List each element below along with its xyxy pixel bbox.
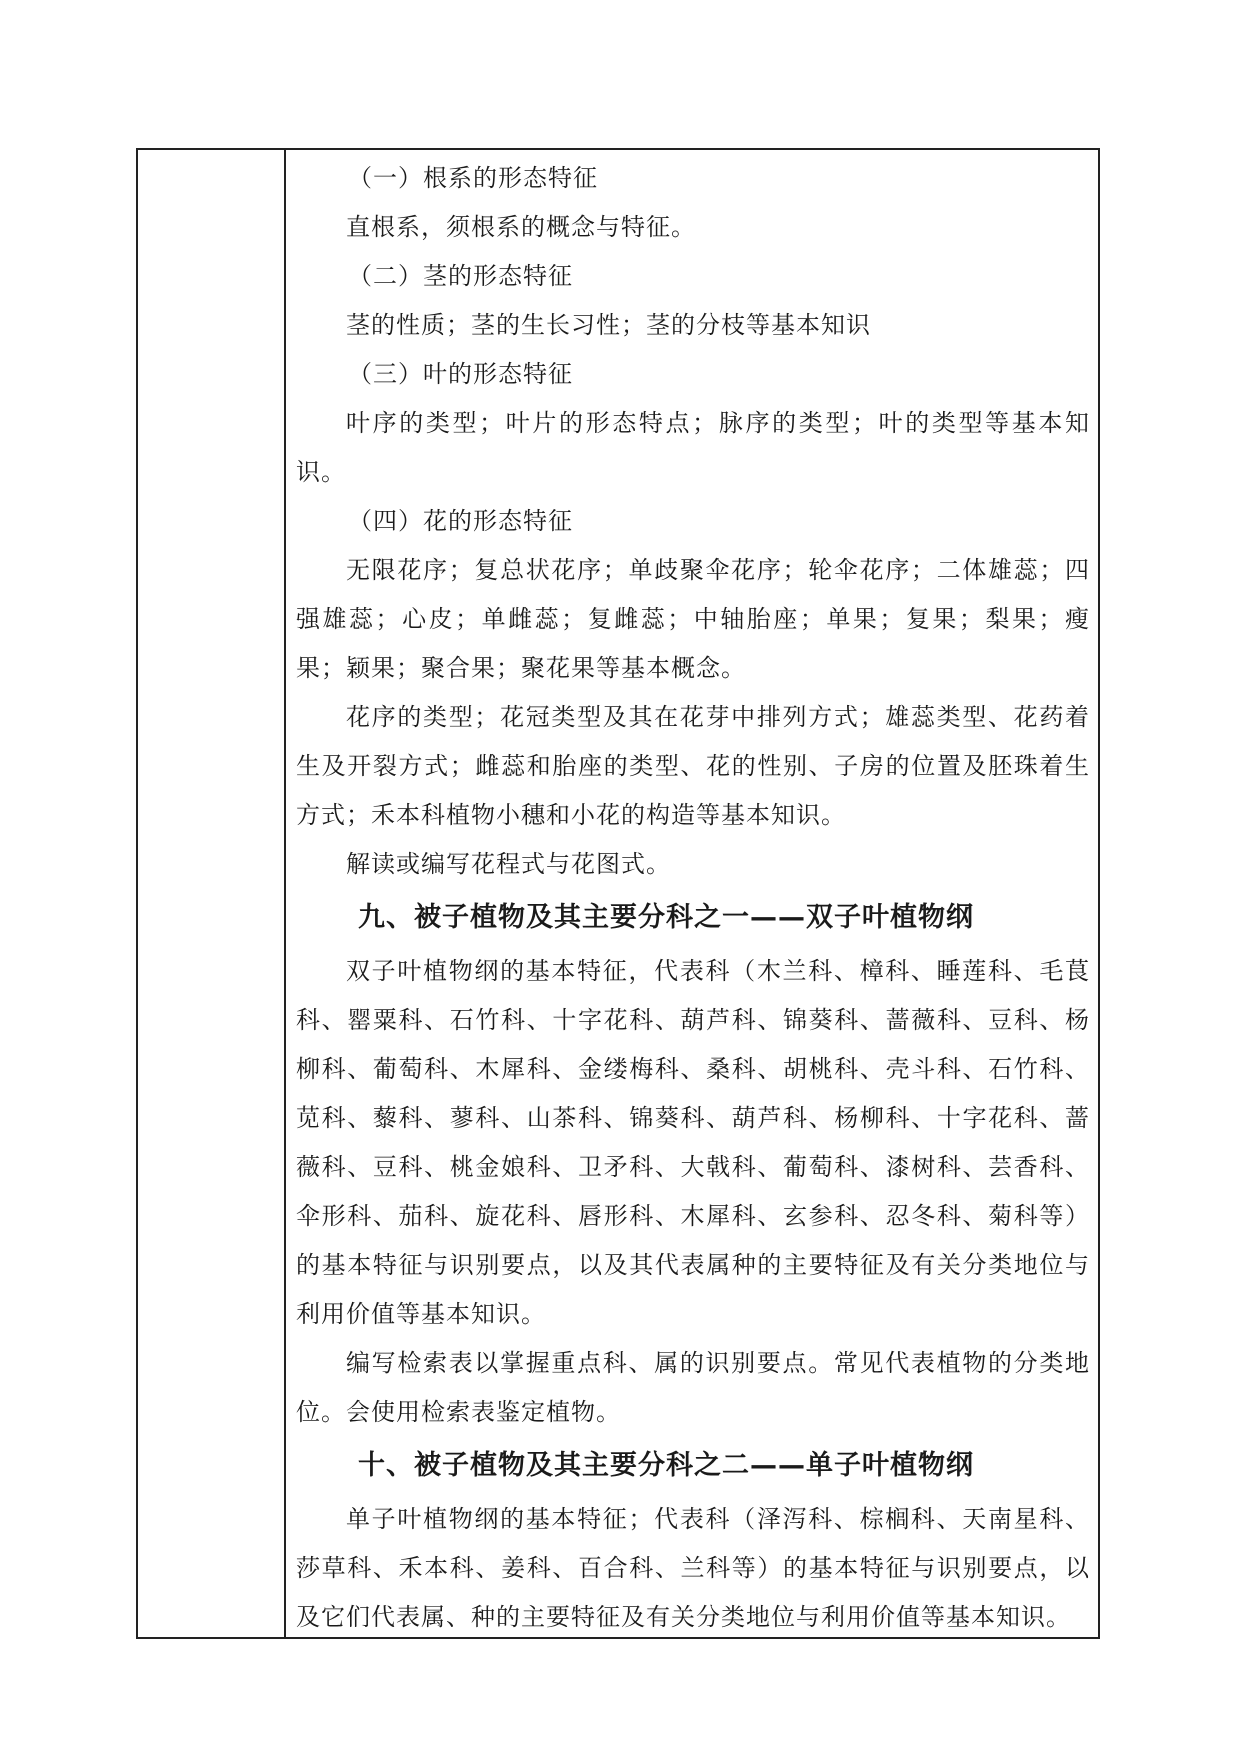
outline-table [136,148,1100,1639]
stem-title: （二）茎的形态特征 [348,262,573,290]
flower-title: （四）花的形态特征 [348,507,573,535]
section-10-text-1: 单子叶植物纲的基本特征；代表科（泽泻科、棕榈科、天南星科、莎草科、禾本科、姜科、百合科、兰科等）的基本特征与识别要点，以及它们代表属、种的主要特征及有关分类地位与利用价值等基本知识。 [296,1505,1090,1631]
stem-text: 茎的性质；茎的生长习性；茎的分枝等基本知识 [346,311,871,339]
root-title: （一）根系的形态特征 [348,164,598,192]
column-divider [284,150,286,1637]
section-9-heading: 九、被子植物及其主要分科之一——双子叶植物纲 [358,902,974,933]
flower-formula: 解读或编写花程式与花图式。 [346,850,671,878]
section-9-text-1: 双子叶植物纲的基本特征，代表科（木兰科、樟科、睡莲科、毛茛科、罂粟科、石竹科、十字花科、葫芦科、锦葵科、蔷薇科、豆科、杨柳科、葡萄科、木犀科、金缕梅科、桑科、胡桃科、壳斗科、石竹科、苋科、藜科、蓼科、山茶科、锦葵科、葫芦科、杨柳科、十字花科、蔷薇科、豆科、桃金娘科、卫矛科、大戟科、葡萄科、漆树科、芸香科、伞形科、茄科、旋花科、唇形科、木犀科、玄参科、忍冬科、菊科等）的基本特征与识别要点，以及其代表属种的主要特征及有关分类地位与利用价值等基本知识。 [296,957,1090,1328]
flower-knowledge: 花序的类型；花冠类型及其在花芽中排列方式；雄蕊类型、花药着生及开裂方式；雌蕊和胎座的类型、花的性别、子房的位置及胚珠着生方式；禾本科植物小穗和小花的构造等基本知识。 [296,703,1090,829]
flower-concepts: 无限花序；复总状花序；单歧聚伞花序；轮伞花序；二体雄蕊；四强雄蕊；心皮；单雌蕊；复雌蕊；中轴胎座；单果；复果；梨果；瘦果；颖果；聚合果；聚花果等基本概念。 [296,556,1090,682]
leaf-title: （三）叶的形态特征 [348,360,573,388]
content-cell [296,154,1090,1642]
section-9-text-2: 编写检索表以掌握重点科、属的识别要点。常见代表植物的分类地位。会使用检索表鉴定植物。 [296,1349,1090,1426]
root-text: 直根系，须根系的概念与特征。 [346,213,696,241]
section-10-heading: 十、被子植物及其主要分科之二——单子叶植物纲 [358,1450,974,1481]
leaf-text: 叶序的类型；叶片的形态特点；脉序的类型；叶的类型等基本知识。 [296,409,1090,486]
